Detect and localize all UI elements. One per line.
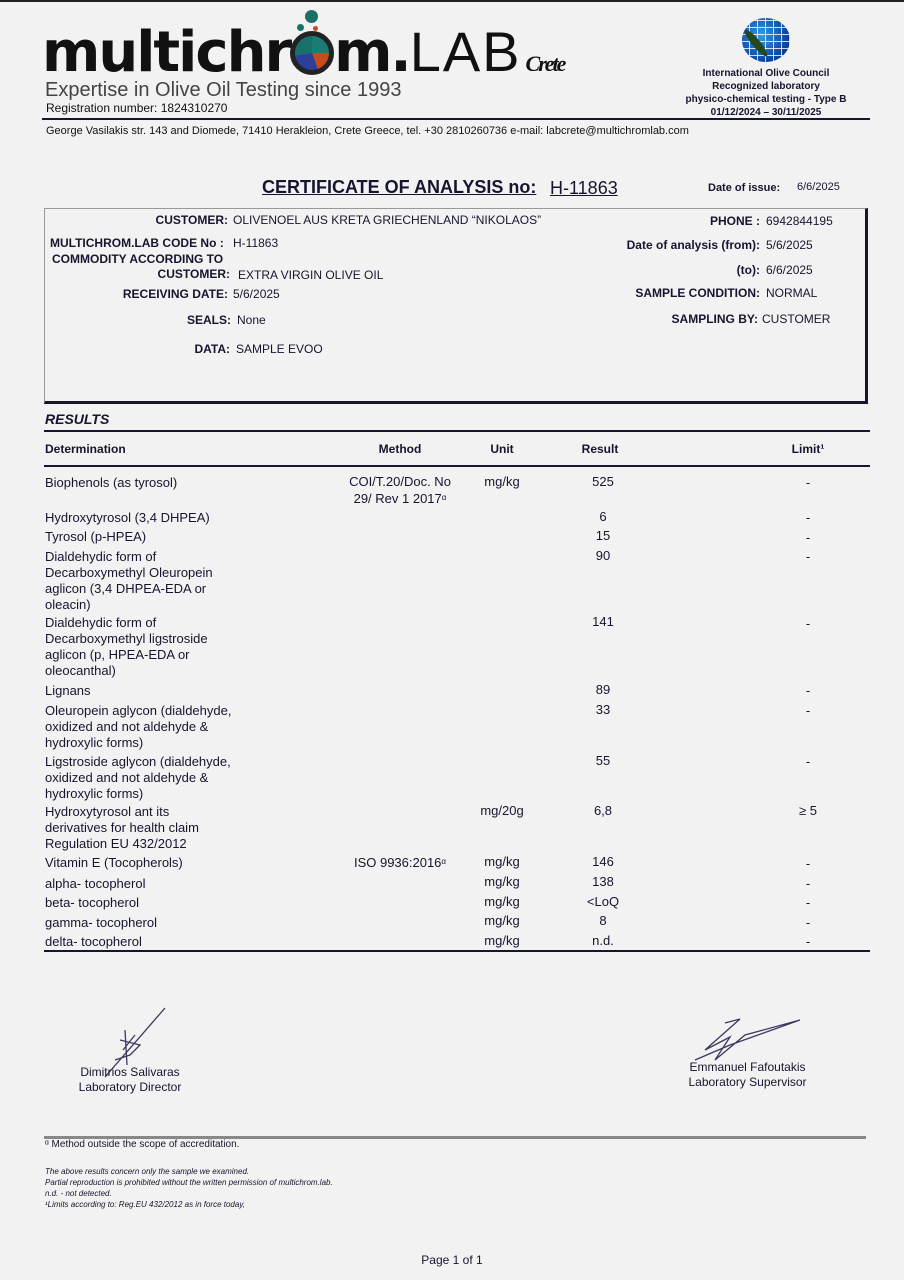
row-result: 6,8 — [593, 803, 613, 818]
logo-crete: Crete — [525, 51, 565, 76]
row-limit: - — [805, 856, 811, 871]
sampling-by: CUSTOMER — [762, 312, 831, 326]
row-limit: - — [805, 475, 811, 490]
header-limit: Limit¹ — [791, 442, 825, 456]
commodity-label: COMMODITY ACCORDING TO — [52, 252, 224, 266]
phone-value: 6942844195 — [766, 214, 833, 228]
row-determination: alpha- tocopherol — [45, 876, 146, 891]
supervisor-name: Emmanuel Fafoutakis — [689, 1060, 806, 1074]
ioc-line: International Olive Council — [702, 68, 830, 79]
commodity-value: EXTRA VIRGIN OLIVE OIL — [238, 268, 384, 282]
row-determination: Vitamin E (Tocopherols) — [45, 855, 183, 870]
row-result: 90 — [595, 548, 611, 563]
row-unit: mg/20g — [480, 803, 524, 818]
row-result: 525 — [592, 474, 614, 489]
analysis-from: 5/6/2025 — [766, 238, 813, 252]
row-determination: Tyrosol (p-HPEA) — [45, 529, 147, 544]
row-limit: ≥ 5 — [799, 803, 817, 818]
row-determination: Hydroxytyrosol ant its derivatives for health claim Regulation EU 432/2012 — [45, 804, 199, 851]
row-limit: - — [805, 934, 811, 949]
director-name: Dimitrios Salivaras — [80, 1065, 180, 1079]
row-limit: - — [805, 616, 811, 631]
logo-lab: LAB — [409, 20, 522, 83]
logo-text: multichr — [42, 20, 291, 85]
disclaimer-line: Partial reproduction is prohibited without the written permission of multichrom.lab. — [45, 1178, 333, 1187]
supervisor-signature — [685, 1015, 805, 1065]
row-determination: beta- tocopherol — [45, 895, 139, 910]
row-determination: Hydroxytyrosol (3,4 DHPEA) — [45, 510, 210, 525]
sample-condition: NORMAL — [766, 286, 818, 300]
tagline: Expertise in Olive Oil Testing since 1993 — [45, 79, 402, 101]
sampling-by-label: SAMPLING BY: — [671, 312, 758, 326]
issue-date: 6/6/2025 — [797, 181, 840, 193]
seals-label: SEALS: — [186, 313, 231, 327]
code-label: MULTICHROM.LAB CODE No : — [50, 236, 224, 250]
row-result: 15 — [595, 528, 611, 543]
row-method: ISO $9936:2016^\alpha$ — [353, 855, 447, 870]
row-limit: - — [805, 915, 811, 930]
row-determination: Lignans — [45, 683, 91, 698]
seals-value: None — [237, 313, 266, 327]
row-method: COI/T.20/Doc. No 29/ Rev 1 $2017^\alpha$ — [349, 474, 451, 506]
row-limit: - — [805, 895, 811, 910]
results-title: RESULTS — [45, 411, 110, 427]
row-unit: mg/kg — [484, 913, 520, 928]
row-determination: Ligstroside aglycon (dialdehyde, oxidized and not aldehyde & hydroxylic forms) — [45, 754, 231, 801]
row-limit: - — [805, 549, 811, 564]
ioc-globe-icon — [742, 18, 790, 62]
header-unit: Unit — [490, 442, 514, 456]
row-result: 8 — [599, 913, 607, 928]
row-unit: mg/kg — [484, 933, 520, 948]
results-header-rule — [44, 465, 870, 467]
customer-label: CUSTOMER: — [155, 213, 228, 227]
disclaimer — [45, 1166, 333, 1210]
row-determination: Dialdehydic form of Decarboxymethyl Oleuropein aglicon (3,4 DHPEA-EDA or oleacin) — [45, 549, 213, 612]
supervisor-signature-block — [680, 1060, 815, 1090]
director-title: Laboratory Director — [78, 1080, 182, 1094]
row-result: <LoQ — [586, 894, 620, 909]
analysis-to-label: (to): — [736, 263, 760, 277]
issue-date-label: Date of issue: — [708, 182, 781, 194]
lab-address: George Vasilakis str. 143 and Diomede, 71410 Herakleion, Crete Greece, tel. +30 2810260736 e-mail: labcrete@multichromlab.com — [46, 125, 689, 137]
row-result: 141 — [592, 614, 614, 629]
director-signature-block — [70, 1065, 190, 1095]
commodity-label-2: CUSTOMER: — [157, 267, 230, 281]
ioc-line: 01/12/2024 – 30/11/2025 — [710, 107, 822, 118]
analysis-from-label: Date of analysis (from): — [626, 238, 760, 252]
flask-icon — [290, 31, 334, 75]
top-border — [0, 0, 904, 2]
page-number: Page 1 of 1 — [421, 1253, 483, 1267]
header-determination: Determination — [45, 442, 126, 456]
row-limit: - — [805, 703, 811, 718]
results-bottom-rule — [44, 950, 870, 952]
disclaimer-line: n.d. - not detected. — [45, 1189, 112, 1198]
customer-value: OLIVENOEL AUS KRETA GRIECHENLAND “NIKOLAOS” — [233, 213, 542, 227]
row-unit: mg/kg — [484, 894, 520, 909]
certificate-number: H-11863 — [550, 178, 618, 198]
row-limit: - — [805, 683, 811, 698]
row-result: 146 — [592, 854, 614, 869]
row-determination: Dialdehydic form of Decarboxymethyl ligstroside aglicon (p, HPEA-EDA or oleocanthal) — [45, 615, 208, 678]
row-limit: - — [805, 754, 811, 769]
logo-text-end: m. — [334, 20, 410, 85]
results-top-rule — [44, 430, 870, 432]
supervisor-title: Laboratory Supervisor — [688, 1075, 807, 1089]
row-limit: - — [805, 530, 811, 545]
analysis-to: 6/6/2025 — [766, 263, 813, 277]
ioc-accreditation — [666, 67, 866, 119]
header-divider — [42, 118, 870, 120]
row-determination: gamma- tocopherol — [45, 915, 157, 930]
receiving-date: 5/6/2025 — [233, 287, 280, 301]
registration-number: Registration number: 1824310270 — [46, 101, 228, 115]
receiving-date-label: RECEIVING DATE: — [122, 287, 228, 301]
row-unit: mg/kg — [484, 874, 520, 889]
row-result: 55 — [595, 753, 611, 768]
accreditation-footnote: ᵅ Method outside the scope of accreditation. — [45, 1139, 240, 1150]
row-determination: Oleuropein aglycon (dialdehyde, oxidized and not aldehyde & hydroxylic forms) — [45, 703, 232, 750]
code-value: H-11863 — [233, 236, 279, 250]
row-limit: - — [805, 510, 811, 525]
header-method: Method — [378, 442, 422, 456]
header-result: Result — [581, 442, 619, 456]
row-result: 33 — [595, 702, 611, 717]
disclaimer-line: The above results concern only the sample we examined. — [45, 1167, 250, 1176]
row-result: 89 — [595, 682, 611, 697]
ioc-line: physico-chemical testing - Type B — [685, 94, 847, 105]
data-value: SAMPLE EVOO — [236, 342, 323, 356]
row-result: 6 — [599, 509, 607, 524]
ioc-line: Recognized laboratory — [712, 81, 820, 92]
disclaimer-line: ¹Limits according to: Reg.EU 432/2012 as in force today, — [45, 1200, 245, 1209]
row-unit: mg/kg — [484, 854, 520, 869]
row-unit: mg/kg — [484, 474, 520, 489]
row-limit: - — [805, 876, 811, 891]
data-label: DATA: — [194, 342, 230, 356]
sample-condition-label: SAMPLE CONDITION: — [635, 286, 760, 300]
row-determination: delta- tocopherol — [45, 934, 142, 949]
certificate-title: CERTIFICATE OF ANALYSIS no: — [262, 177, 537, 197]
row-result: 138 — [592, 874, 614, 889]
row-determination: Biophenols (as tyrosol) — [45, 475, 178, 490]
row-result: n.d. — [592, 933, 614, 948]
phone-label: PHONE : — [709, 214, 760, 228]
